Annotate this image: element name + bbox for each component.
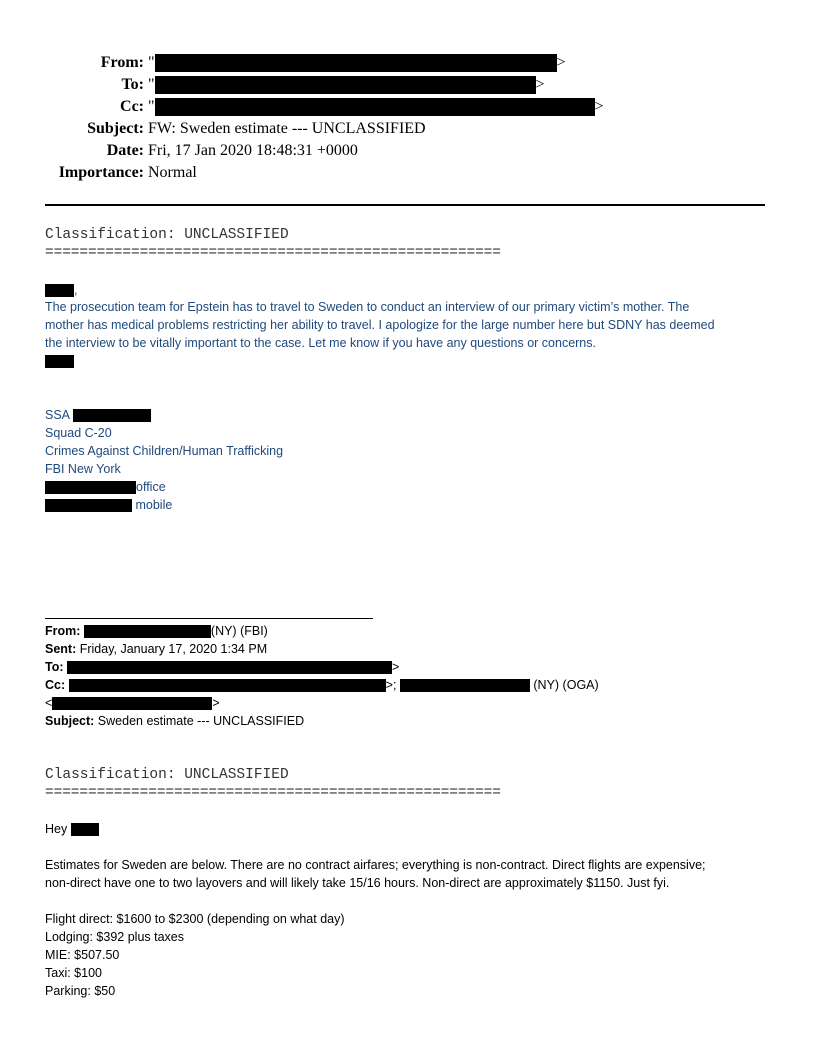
fwd-to-label: To: (45, 660, 64, 674)
fwd-sent-label: Sent: (45, 642, 77, 656)
fwd-cc-mid: >; (385, 678, 397, 692)
signature-mobile-label: mobile (135, 498, 173, 512)
redaction-block (45, 355, 74, 368)
header-importance-label: Importance: (58, 164, 144, 181)
redaction-block (155, 54, 557, 72)
fwd-cc-line-2 (45, 694, 220, 712)
header-to-row (0, 74, 816, 96)
signature-squad: Squad C-20 (45, 426, 112, 440)
classification-banner: Classification: UNCLASSIFIED (45, 767, 289, 783)
fwd-cc-label: Cc: (45, 678, 66, 692)
redaction-block (73, 409, 151, 422)
fwd-sent-value: Friday, January 17, 2020 1:34 PM (79, 642, 268, 656)
fwd-greeting-line (45, 820, 99, 838)
header-to-quote: " (148, 76, 155, 93)
fwd-sent-line (45, 640, 267, 658)
fwd-cc-line (45, 676, 599, 694)
redaction-block (45, 481, 136, 494)
header-from-row (0, 52, 816, 74)
fwd-greeting: Hey (45, 822, 68, 836)
fwd-cc2-suffix: > (212, 696, 220, 710)
fwd-cc-suffix: (NY) (OGA) (533, 678, 599, 692)
signature-office-phone-line (45, 478, 166, 496)
fwd-from-label: From: (45, 624, 81, 638)
body-paragraph-line: the interview to be vitally important to the case. Let me know if you have any questions or concerns. (45, 336, 596, 350)
forwarded-separator (45, 618, 373, 619)
body-paragraph-line: mother has medical problems restricting her ability to travel. I apologize for the large number here but SDNY has deemed (45, 318, 715, 332)
redaction-block (45, 284, 74, 297)
header-importance-row (0, 162, 816, 184)
header-subject-value: FW: Sweden estimate --- UNCLASSIFIED (148, 120, 426, 137)
estimate-item: Parking: $50 (45, 984, 116, 998)
header-from-quote: " (148, 54, 155, 71)
body-paragraph-line: The prosecution team for Epstein has to travel to Sweden to conduct an interview of our primary victim’s mother. The (45, 300, 690, 314)
header-subject-row (0, 118, 816, 140)
redaction-block (67, 661, 392, 674)
header-to-close: > (535, 76, 545, 93)
header-cc-label: Cc: (120, 98, 144, 115)
sender-initials-line (45, 352, 74, 370)
redaction-block (155, 76, 536, 94)
redaction-block (45, 499, 132, 512)
fwd-subject-value: Sweden estimate --- UNCLASSIFIED (97, 714, 305, 728)
greeting-comma: , (74, 283, 78, 297)
header-date-label: Date: (106, 142, 144, 159)
header-subject-label: Subject: (87, 120, 144, 137)
redaction-block (69, 679, 386, 692)
fwd-subject-line (45, 712, 304, 730)
header-from-label: From: (100, 54, 144, 71)
redaction-block (71, 823, 99, 836)
estimate-item: MIE: $507.50 (45, 948, 120, 962)
redaction-block (52, 697, 212, 710)
header-to-label: To: (121, 76, 144, 93)
redaction-block (400, 679, 530, 692)
fwd-from-suffix: (NY) (FBI) (210, 624, 268, 638)
classification-rule: ===================================================== (45, 785, 501, 801)
estimate-item: Taxi: $100 (45, 966, 102, 980)
header-date-value: Fri, 17 Jan 2020 18:48:31 +0000 (148, 142, 358, 159)
header-from-close: > (556, 54, 566, 71)
signature-unit: Crimes Against Children/Human Trafficking (45, 444, 284, 458)
redaction-block (155, 98, 595, 116)
classification-rule: ===================================================== (45, 245, 501, 261)
greeting-line (45, 281, 77, 299)
header-cc-quote: " (148, 98, 155, 115)
redaction-block (84, 625, 211, 638)
signature-mobile-phone-line (45, 496, 172, 514)
signature-office-name: FBI New York (45, 462, 121, 476)
fwd-to-suffix: > (392, 660, 400, 674)
fwd-subject-label: Subject: (45, 714, 95, 728)
header-divider (45, 204, 765, 206)
fwd-from-line (45, 622, 268, 640)
fwd-body-line: Estimates for Sweden are below. There are no contract airfares; everything is non-contract. Direct flights are expensive; (45, 858, 706, 872)
signature-office-label: office (136, 480, 166, 494)
signature-ssa-line (45, 406, 151, 424)
estimate-item: Lodging: $392 plus taxes (45, 930, 184, 944)
signature-ssa-label: SSA (45, 408, 70, 422)
fwd-body-line: non-direct have one to two layovers and will likely take 15/16 hours. Non-direct are approximately $1150. Just fyi. (45, 876, 670, 890)
estimate-item: Flight direct: $1600 to $2300 (depending on what day) (45, 912, 345, 926)
header-cc-row (0, 96, 816, 118)
header-date-row (0, 140, 816, 162)
header-cc-close: > (594, 98, 604, 115)
classification-banner: Classification: UNCLASSIFIED (45, 227, 289, 243)
fwd-to-line (45, 658, 399, 676)
fwd-cc2-prefix: < (45, 696, 53, 710)
header-importance-value: Normal (148, 164, 197, 181)
